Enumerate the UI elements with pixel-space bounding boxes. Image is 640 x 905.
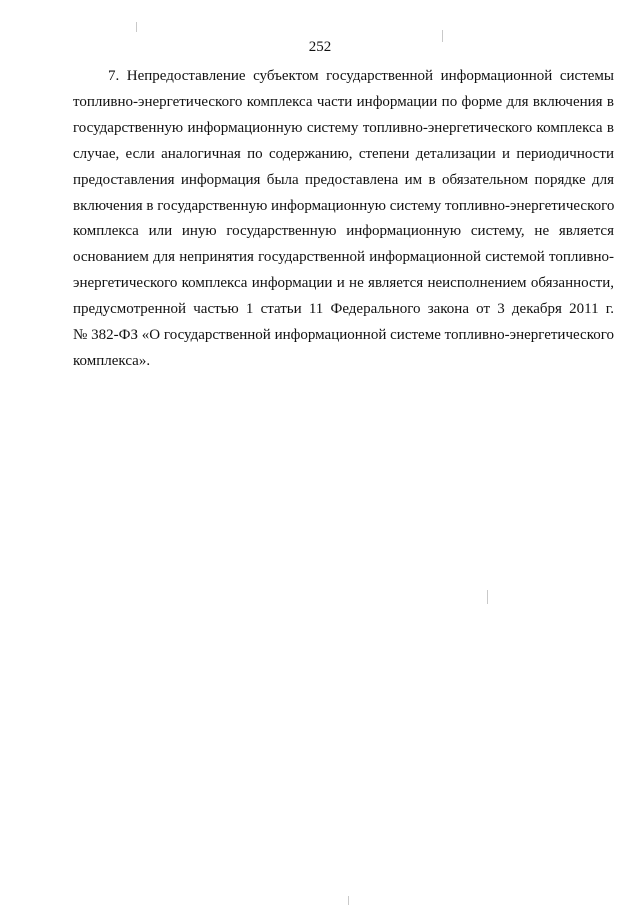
paragraph-line: топливно-энергетического комплекса части информации по форме для включения в	[73, 93, 614, 110]
paragraph-line: комплекса».	[73, 352, 151, 369]
scan-artifact-mark	[487, 590, 488, 604]
paragraph-line: случае, если аналогичная по содержанию, степени детализации и периодичности	[73, 145, 614, 162]
scan-artifact-mark	[348, 896, 349, 905]
scan-artifact-mark	[136, 22, 137, 32]
paragraph-line: основанием для непринятия государственной информационной системой топливно-	[73, 249, 614, 266]
page-number: 252	[308, 39, 332, 55]
paragraph-line: предоставления информация была предоставлена им в обязательном порядке для	[73, 171, 614, 188]
paragraph-line: предусмотренной частью 1 статьи 11 Федерального закона от 3 декабря 2011 г.	[73, 301, 614, 318]
paragraph-line: энергетического комплекса информации и не является неисполнением обязанности,	[73, 275, 614, 292]
paragraph-line: комплекса или иную государственную информационную систему, не является	[73, 223, 614, 240]
paragraph-7	[73, 64, 614, 375]
paragraph-line: 7. Непредоставление субъектом государственной информационной системы	[108, 68, 614, 84]
paragraph-line: № 382-ФЗ «О государственной информационной системе топливно-энергетического	[73, 327, 614, 344]
paragraph-line: включения в государственную информационную систему топливно-энергетического	[73, 197, 615, 214]
paragraph-line: государственную информационную систему топливно-энергетического комплекса в	[73, 119, 614, 136]
